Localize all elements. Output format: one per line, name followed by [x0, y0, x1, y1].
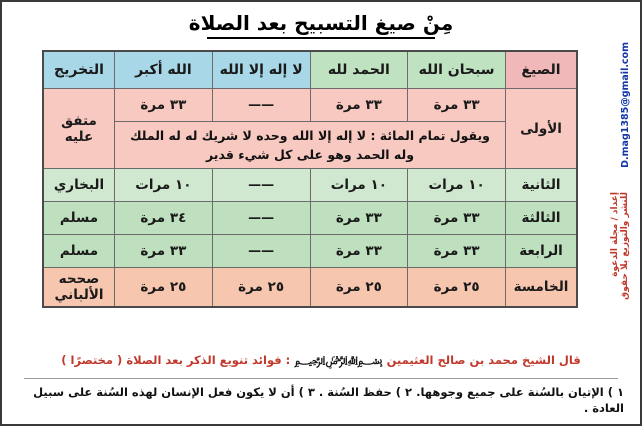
row1-tasbih: ٣٣ مرة	[408, 89, 506, 122]
col-header-tahmid: الحمد لله	[310, 51, 408, 89]
row4-tahlil: ——	[212, 235, 310, 268]
row2-tahmid: ١٠ مرات	[310, 169, 408, 202]
row3-takhrij: مسلم	[43, 202, 115, 235]
footer-quote-a: قال الشيخ محمد بن صالح العثيمين	[382, 353, 581, 367]
row1-note: ويقول تمام المائة : لا إله إلا الله وحده لا شريك له له الملك وله الحمد وهو على كل شيء قدير	[115, 122, 506, 169]
row-name-2: الثانية	[506, 169, 578, 202]
row2-takhrij: البخاري	[43, 169, 115, 202]
row5-tahmid: ٢٥ مرة	[310, 268, 408, 308]
footer-quote-line	[12, 353, 630, 372]
footer-quote-b: : فوائد تنويع الذكر بعد الصلاة ( مختصرًا )	[61, 353, 295, 367]
row1-tahmid: ٣٣ مرة	[310, 89, 408, 122]
table-row-note	[43, 122, 577, 169]
footer-benefits: ١ ) الإتيان بالسُنة على جميع وجوهها. ٢ ) حفظ السُنة . ٣ ) أن لا يكون فعل الإنسان لهذه السُنة على سبيل العادة .	[33, 385, 624, 415]
contact-email: D.mag1385@gmail.com	[620, 42, 631, 168]
row3-tahlil: ——	[212, 202, 310, 235]
table-row	[43, 202, 577, 235]
footer	[12, 353, 630, 416]
title-underline	[207, 37, 435, 39]
table-header-row	[43, 51, 577, 89]
row1-takbir: ٣٣ مرة	[115, 89, 213, 122]
publisher-note-1: إعداد / مجلة الدعوة	[610, 192, 620, 277]
row4-tasbih: ٣٣ مرة	[408, 235, 506, 268]
row-name-3: الثالثة	[506, 202, 578, 235]
tasbih-table-wrap	[42, 50, 578, 308]
table-row	[43, 235, 577, 268]
table-row	[43, 169, 577, 202]
row4-takbir: ٣٣ مرة	[115, 235, 213, 268]
publisher-note-2: للنشر والتوزيع بلا حقوق	[620, 192, 630, 300]
row2-takbir: ١٠ مرات	[115, 169, 213, 202]
footer-divider	[24, 378, 617, 379]
side-note-block	[606, 42, 632, 302]
col-header-takhrij: التخريج	[43, 51, 115, 89]
col-header-tasbih: سبحان الله	[408, 51, 506, 89]
table-row	[43, 268, 577, 308]
col-header-sigha: الصيغ	[506, 51, 578, 89]
col-header-tahlil: لا إله إلا الله	[212, 51, 310, 89]
sallallahu-glyph-icon: ﷽	[294, 353, 383, 367]
row-name-1: الأولى	[506, 89, 578, 169]
col-header-takbir: الله أكبر	[115, 51, 213, 89]
table-row	[43, 89, 577, 122]
row-name-5: الخامسة	[506, 268, 578, 308]
row3-tasbih: ٣٣ مرة	[408, 202, 506, 235]
row5-tasbih: ٢٥ مرة	[408, 268, 506, 308]
row5-takhrij: صححه الألباني	[43, 268, 115, 308]
row2-tasbih: ١٠ مرات	[408, 169, 506, 202]
row4-tahmid: ٣٣ مرة	[310, 235, 408, 268]
row1-takhrij: متفق عليه	[43, 89, 115, 169]
row5-tahlil: ٢٥ مرة	[212, 268, 310, 308]
row2-tahlil: ——	[212, 169, 310, 202]
row5-takbir: ٢٥ مرة	[115, 268, 213, 308]
row-name-4: الرابعة	[506, 235, 578, 268]
row4-takhrij: مسلم	[43, 235, 115, 268]
page-title: مِنْ صيغ التسبيح بعد الصلاة	[188, 11, 454, 35]
tasbih-table	[42, 50, 578, 308]
row1-tahlil: ——	[212, 89, 310, 122]
row3-tahmid: ٣٣ مرة	[310, 202, 408, 235]
row3-takbir: ٣٤ مرة	[115, 202, 213, 235]
